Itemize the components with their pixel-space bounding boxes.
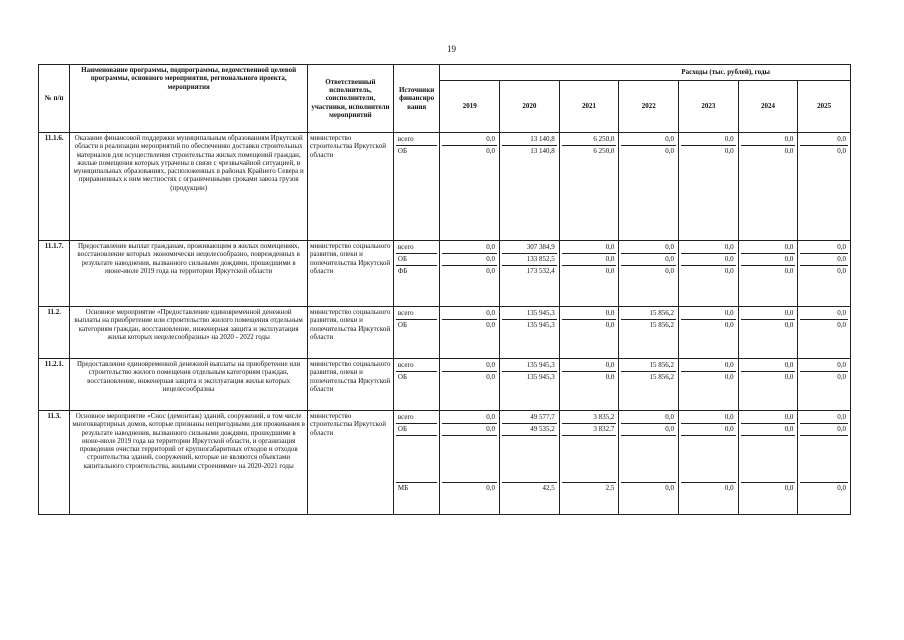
header-year: 2023 (679, 81, 739, 133)
funding-source: ОБ (397, 373, 407, 381)
table-row (39, 359, 851, 411)
expense-value: 0,0 (741, 424, 796, 436)
expense-value: 0,0 (621, 412, 676, 424)
expense-value: 0,0 (442, 308, 497, 320)
expense-value: 6 250,0 (562, 134, 617, 146)
year-values (798, 411, 851, 515)
table-row (39, 133, 851, 241)
expense-value: 0,0 (486, 321, 496, 329)
header-year: 2025 (798, 81, 851, 133)
expense-value: 133 852,5 (502, 254, 557, 266)
year-values (619, 133, 679, 241)
header-expenses: Расходы (тыс. рублей), годы (440, 65, 851, 81)
expense-value: 0,0 (562, 360, 617, 372)
year-values (559, 411, 619, 515)
expense-value: 0,0 (621, 242, 676, 254)
expense-value: 135 945,3 (526, 373, 555, 381)
row-number: 11.1.6. (39, 133, 70, 241)
year-values (559, 307, 619, 359)
expense-value: 0,0 (784, 484, 794, 492)
expense-value: 0,0 (442, 424, 497, 436)
expense-value: 42,5 (542, 484, 555, 492)
expense-value: 6 250,0 (593, 147, 615, 155)
expense-value: 15 856,2 (649, 321, 675, 329)
expense-value: 0,0 (486, 484, 496, 492)
expense-value: 0,0 (621, 134, 676, 146)
expense-value: 13 140,8 (502, 134, 557, 146)
year-values (619, 241, 679, 307)
expense-value: 135 945,3 (502, 308, 557, 320)
row-responsible: министерство социального развития, опеки и попечительства Иркутской области (307, 241, 393, 307)
expense-value: 0,0 (724, 147, 734, 155)
year-values (679, 307, 739, 359)
year-values (559, 359, 619, 411)
year-values (798, 307, 851, 359)
year-values (738, 411, 798, 515)
expense-value: 0,0 (442, 360, 497, 372)
expense-value: 0,0 (486, 147, 496, 155)
header-responsible: Ответственный исполнитель, соисполнители, участники, исполнители мероприятий (307, 65, 393, 133)
header-name: Наименование программы, подпрограммы, ведомственной целевой программы, основного мероприятия, регионального проекта, мероприятия (70, 65, 308, 133)
expense-value: 0,0 (741, 308, 796, 320)
year-values (440, 241, 500, 307)
funding-source: ОБ (396, 254, 438, 266)
year-values (738, 133, 798, 241)
expense-value: 0,0 (681, 424, 736, 436)
year-values (619, 411, 679, 515)
expense-value: 0,0 (681, 308, 736, 320)
header-num: № п/п (39, 65, 70, 133)
funding-source: МБ (397, 484, 409, 492)
row-sources (393, 241, 440, 307)
header-year: 2019 (440, 81, 500, 133)
funding-source: всего (396, 308, 438, 320)
expense-value: 15 856,2 (649, 373, 675, 381)
expense-value: 0,0 (741, 242, 796, 254)
expense-value: 135 945,3 (526, 321, 555, 329)
expense-value: 0,0 (665, 147, 675, 155)
year-values (798, 241, 851, 307)
expense-value: 0,0 (837, 267, 846, 275)
expense-value: 0,0 (800, 134, 848, 146)
expense-value: 0,0 (665, 267, 675, 275)
row-sources (393, 133, 440, 241)
year-values (440, 133, 500, 241)
expense-value: 0,0 (784, 373, 794, 381)
expense-value: 0,0 (681, 242, 736, 254)
expense-value: 0,0 (741, 134, 796, 146)
expense-value: 0,0 (621, 254, 676, 266)
year-values (559, 133, 619, 241)
expense-value: 0,0 (800, 308, 848, 320)
expense-value: 0,0 (724, 267, 734, 275)
expense-value: 0,0 (486, 267, 496, 275)
expense-value: 0,0 (681, 254, 736, 266)
row-responsible: министерство социального развития, опеки и попечительства Иркутской области (307, 307, 393, 359)
expense-value: 0,0 (800, 242, 848, 254)
year-values (798, 133, 851, 241)
expense-value: 13 140,8 (530, 147, 555, 155)
expense-value: 0,0 (784, 267, 794, 275)
expense-value: 0,0 (562, 308, 617, 320)
year-values (500, 241, 560, 307)
expense-value: 0,0 (784, 321, 794, 329)
year-values (440, 359, 500, 411)
table-row (39, 241, 851, 307)
expense-value: 0,0 (837, 147, 846, 155)
year-values (679, 359, 739, 411)
expense-value: 0,0 (621, 424, 676, 436)
row-number: 11.1.7. (39, 241, 70, 307)
expense-value: 15 856,2 (621, 360, 676, 372)
row-responsible: министерство социального развития, опеки и попечительства Иркутской области (307, 359, 393, 411)
expense-value: 0,0 (837, 373, 846, 381)
expense-value: 0,0 (741, 254, 796, 266)
header-year: 2024 (738, 81, 798, 133)
row-responsible: министерство строительства Иркутской области (307, 411, 393, 515)
year-values (500, 133, 560, 241)
header-year: 2020 (500, 81, 560, 133)
funding-source: всего (396, 412, 438, 424)
expense-value: 0,0 (605, 321, 615, 329)
expense-value: 0,0 (724, 321, 734, 329)
year-values (500, 307, 560, 359)
expense-value: 0,0 (800, 424, 848, 436)
expense-value: 0,0 (800, 254, 848, 266)
year-values (738, 307, 798, 359)
header-year: 2022 (619, 81, 679, 133)
row-number: 11.2.1. (39, 359, 70, 411)
row-sources (393, 307, 440, 359)
expense-value: 0,0 (442, 254, 497, 266)
year-values (679, 411, 739, 515)
expense-value: 0,0 (741, 412, 796, 424)
year-values (738, 241, 798, 307)
funding-source: всего (396, 134, 438, 146)
expense-value: 0,0 (837, 484, 846, 492)
row-name: Основное мероприятие «Снос (демонтаж) зданий, сооружений, в том числе многоквартирных домов, которые признаны непригодными для проживания в результате наводнения, вызванного сильными дождями, прошедшими в июне-июле 2019 года на территории Иркутской области, и организация проведения очистки территорий от крупногабаритных отходов и отходов строительства зданий, сооружений, которые не являются объектами капитального строительства, жилыми строениями» на 2020-2021 годы (70, 411, 308, 515)
expense-value: 0,0 (681, 134, 736, 146)
expense-value: 0,0 (605, 267, 615, 275)
row-name: Предоставление единовременной денежной выплаты на приобретение или строительство жилого помещения отдельным категориям граждан, восстановление, инженерная защита и эксплуатация жилья которых нецелесообразны (70, 359, 308, 411)
funding-source: ОБ (397, 147, 407, 155)
year-values (679, 133, 739, 241)
expense-value: 0,0 (741, 360, 796, 372)
expense-value: 2,5 (605, 484, 615, 492)
year-values (440, 411, 500, 515)
row-name: Оказание финансовой поддержки муниципальным образованиям Иркутской области в реализации мероприятий по обеспечению доставки строительных материалов для осуществления строительства жилых помещений граждан, жилые помещения которых утрачены в связи с чрезвычайной ситуацией, в муниципальных образованиях, расположенных в районах Крайнего Севера и приравненных к ним местностях с ограниченными сроками завоза грузов (продукции) (70, 133, 308, 241)
table-row (39, 411, 851, 515)
expense-value: 0,0 (784, 147, 794, 155)
year-values (619, 307, 679, 359)
table-row (39, 307, 851, 359)
year-values (500, 359, 560, 411)
row-sources (393, 411, 440, 515)
expense-value: 0,0 (724, 373, 734, 381)
expense-value: 49 577,7 (502, 412, 557, 424)
expense-value: 0,0 (800, 412, 848, 424)
expense-value: 173 532,4 (526, 267, 555, 275)
funding-source: всего (396, 242, 438, 254)
row-number: 11.2. (39, 307, 70, 359)
row-name: Основное мероприятие «Предоставление единовременной денежной выплаты на приобретение или строительство жилого помещения отдельным категориям граждан, восстановление, инженерная защита и эксплуатация жилья которых нецелесообразны» на 2020 - 2022 годы (70, 307, 308, 359)
year-values (738, 359, 798, 411)
expense-value: 0,0 (442, 134, 497, 146)
expense-value: 15 856,2 (621, 308, 676, 320)
year-values (679, 241, 739, 307)
expense-value: 307 384,9 (502, 242, 557, 254)
year-values (500, 411, 560, 515)
page-number: 19 (447, 44, 456, 54)
expense-value: 0,0 (562, 254, 617, 266)
budget-table (38, 64, 851, 515)
expense-value: 0,0 (800, 360, 848, 372)
year-values (440, 307, 500, 359)
expense-value: 0,0 (442, 412, 497, 424)
header-source: Источники финансиро вания (393, 65, 440, 133)
expense-value: 135 945,3 (502, 360, 557, 372)
expense-value: 0,0 (681, 360, 736, 372)
expense-value: 0,0 (562, 242, 617, 254)
expense-value: 0,0 (605, 373, 615, 381)
expense-value: 0,0 (837, 321, 846, 329)
row-sources (393, 359, 440, 411)
expense-value: 3 832,7 (562, 424, 617, 436)
year-values (619, 359, 679, 411)
expense-value: 0,0 (442, 242, 497, 254)
row-responsible: министерство строительства Иркутской области (307, 133, 393, 241)
year-values (798, 359, 851, 411)
row-name: Предоставление выплат гражданам, проживающим в жилых помещениях, восстановление которых экономически нецелесообразно, поврежденных в результате наводнения, вызванного сильными дождями, прошедшими в июне-июле 2019 года на территории Иркутской области (70, 241, 308, 307)
row-number: 11.3. (39, 411, 70, 515)
header-year: 2021 (559, 81, 619, 133)
expense-value: 0,0 (724, 484, 734, 492)
expense-value: 3 835,2 (562, 412, 617, 424)
expense-value: 0,0 (486, 373, 496, 381)
funding-source: ОБ (397, 321, 407, 329)
expense-value: 0,0 (665, 484, 675, 492)
expense-value: 49 535,2 (502, 424, 557, 436)
funding-source: ФБ (397, 267, 408, 275)
funding-source: всего (396, 360, 438, 372)
expense-value: 0,0 (681, 412, 736, 424)
year-values (559, 241, 619, 307)
funding-source: ОБ (396, 424, 438, 436)
